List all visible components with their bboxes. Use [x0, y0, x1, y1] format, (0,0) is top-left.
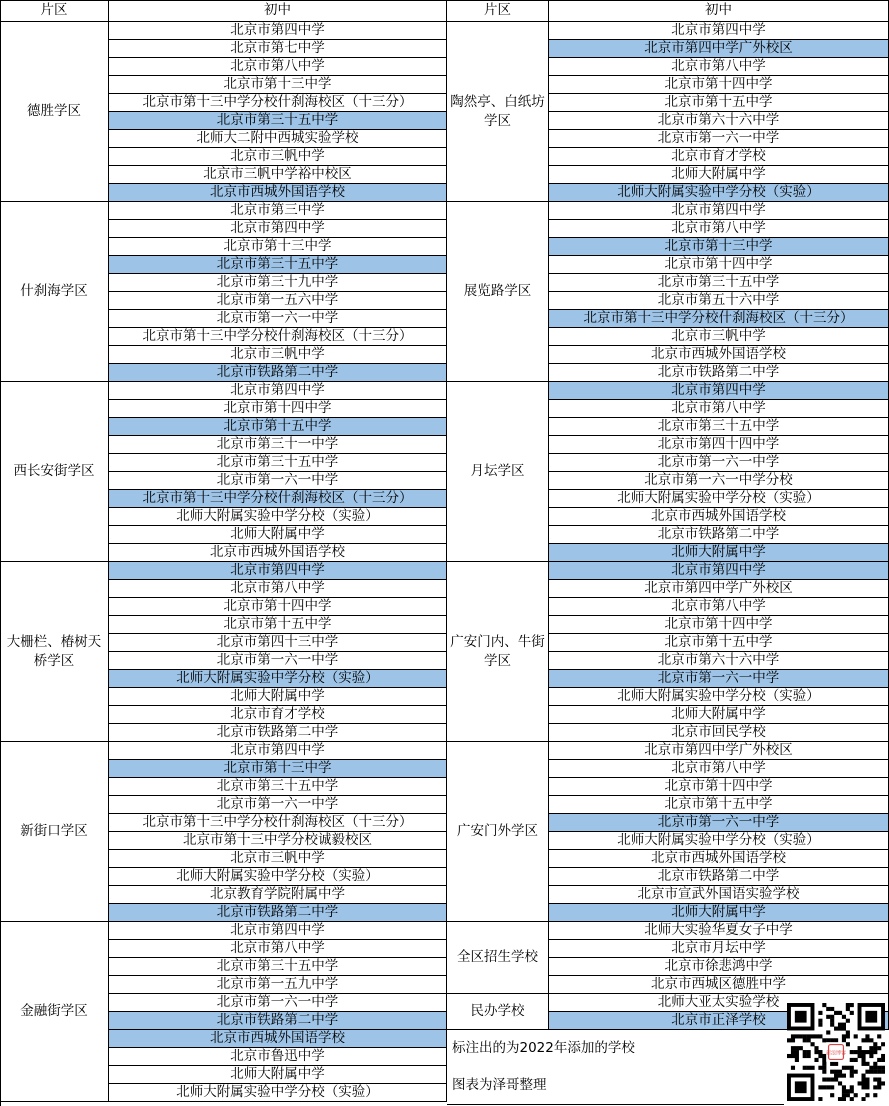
school-cell: 北京市铁路第二中学 — [109, 724, 447, 742]
school-cell: 北师大附属中学 — [109, 688, 447, 706]
school-cell-highlighted: 北京市第十三中学 — [109, 760, 447, 778]
school-cell: 北京市第三十五中学 — [109, 778, 447, 796]
school-cell-highlighted: 北京市第四中学广外校区 — [549, 40, 889, 58]
school-cell: 北京市第十三中学 — [109, 76, 447, 94]
school-cell: 北京市第八中学 — [549, 400, 889, 418]
school-cell: 北京市第十四中学 — [549, 778, 889, 796]
school-cell: 北师大附属实验中学分校（实验） — [109, 508, 447, 526]
school-cell: 北京市第四中学广外校区 — [549, 580, 889, 598]
school-cell: 北师大附属中学 — [109, 1066, 447, 1084]
school-cell: 北京市西城外国语学校 — [549, 850, 889, 868]
school-cell-highlighted: 北京市铁路第二中学 — [109, 364, 447, 382]
school-cell: 北京市第三十一中学 — [109, 436, 447, 454]
header-col1: 片区 — [0, 0, 109, 22]
school-cell: 北京市育才学校 — [549, 148, 889, 166]
school-cell: 北京市铁路第二中学 — [549, 526, 889, 544]
school-cell-highlighted: 北京市第一六一中学 — [549, 814, 889, 832]
school-cell-highlighted: 北京市第四中学 — [549, 562, 889, 580]
school-cell: 北京市第三十九中学 — [109, 274, 447, 292]
header-col3: 片区 — [447, 0, 549, 22]
school-cell: 北京市第十四中学 — [549, 256, 889, 274]
school-cell: 北京市回民学校 — [549, 724, 889, 742]
zone-label: 月坛学区 — [447, 382, 549, 562]
school-cell: 北京市第十三中学分校什刹海校区（十三分） — [109, 328, 447, 346]
school-cell-highlighted: 北京市西城外国语学校 — [109, 1030, 447, 1048]
zone-label: 德胜学区 — [0, 22, 109, 202]
school-cell: 北师大二附中西城实验学校 — [109, 130, 447, 148]
school-cell: 北师大附属实验中学分校（实验） — [549, 688, 889, 706]
school-cell: 北京市第六十六中学 — [549, 112, 889, 130]
school-cell: 北京市第十五中学 — [549, 634, 889, 652]
school-cell: 北京市第八中学 — [549, 58, 889, 76]
school-cell: 北京市第一六一中学 — [549, 454, 889, 472]
school-cell: 北京市西城外国语学校 — [549, 508, 889, 526]
school-cell: 北京市第十五中学 — [109, 616, 447, 634]
qr-code-image — [787, 1003, 885, 1101]
zone-label: 广安门外学区 — [447, 742, 549, 922]
school-cell: 北京市第四中学 — [109, 742, 447, 760]
school-cell: 北京市第八中学 — [109, 58, 447, 76]
header-col4: 初中 — [549, 0, 889, 22]
school-cell: 北京市第八中学 — [549, 220, 889, 238]
school-cell-highlighted: 北京市铁路第二中学 — [109, 904, 447, 922]
school-cell: 北京市第十四中学 — [109, 400, 447, 418]
zone-label: 广安门内、牛街学区 — [447, 562, 549, 742]
zone-label: 展览路学区 — [447, 202, 549, 382]
school-cell: 北京教育学院附属中学 — [109, 886, 447, 904]
school-cell: 北京市徐悲鸿中学 — [549, 958, 889, 976]
school-cell: 北京市三帆中学裕中校区 — [109, 166, 447, 184]
school-cell: 北京市月坛中学 — [549, 940, 889, 958]
school-cell: 北京市第八中学 — [549, 760, 889, 778]
school-cell: 北京市第三十五中学 — [109, 454, 447, 472]
school-cell: 北京市第七中学 — [109, 40, 447, 58]
school-cell-highlighted: 北京市第四中学 — [109, 562, 447, 580]
school-cell: 北京市第三十五中学 — [549, 418, 889, 436]
school-cell: 北京市第三中学 — [109, 202, 447, 220]
school-cell: 北京市第八中学 — [109, 580, 447, 598]
school-cell: 北师大附属实验中学分校（实验） — [109, 1084, 447, 1102]
school-cell: 北京市第五十六中学 — [549, 292, 889, 310]
school-cell: 北京市第四中学 — [109, 22, 447, 40]
school-cell-highlighted: 北京市正泽学校 — [549, 1012, 889, 1030]
school-cell: 北京市第四十四中学 — [549, 436, 889, 454]
school-cell-highlighted: 北京市第十三中学分校什刹海校区（十三分） — [549, 310, 889, 328]
school-cell: 北京市三帆中学 — [109, 148, 447, 166]
school-cell: 北师大附属中学 — [549, 706, 889, 724]
school-cell: 北京市西城外国语学校 — [549, 346, 889, 364]
school-cell: 北京市第三十五中学 — [109, 958, 447, 976]
school-cell: 北京市铁路第二中学 — [549, 364, 889, 382]
school-cell: 北师大附属实验中学分校（实验） — [549, 832, 889, 850]
school-cell-highlighted: 北京市铁路第二中学 — [109, 1012, 447, 1030]
school-cell-highlighted: 北师大附属中学 — [549, 544, 889, 562]
school-cell: 北京市第四十三中学 — [109, 634, 447, 652]
zone-label: 大栅栏、椿树天桥学区 — [0, 562, 109, 742]
school-cell: 北师大附属中学 — [109, 526, 447, 544]
school-cell: 北京市第一六一中学 — [549, 130, 889, 148]
school-cell-highlighted: 北师大附属中学 — [549, 904, 889, 922]
zone-label: 西长安街学区 — [0, 382, 109, 562]
school-cell: 北京市第六十六中学 — [549, 652, 889, 670]
school-cell: 北京市第一六一中学 — [109, 652, 447, 670]
school-cell: 北京市育才学校 — [109, 706, 447, 724]
school-cell: 北京市第十四中学 — [549, 76, 889, 94]
zone-label: 金融街学区 — [0, 922, 109, 1102]
school-cell: 北京市宣武外国语实验学校 — [549, 886, 889, 904]
school-cell: 北京市第四中学 — [549, 202, 889, 220]
school-cell: 北京市第一六一中学 — [109, 472, 447, 490]
school-cell: 北京市第四中学 — [109, 382, 447, 400]
note-author: 图表为泽哥整理 — [447, 1066, 784, 1105]
school-cell-highlighted: 北京市西城外国语学校 — [109, 184, 447, 202]
school-cell-highlighted: 北京市第三十五中学 — [109, 112, 447, 130]
zone-label: 什刹海学区 — [0, 202, 109, 382]
school-cell: 北京市三帆中学 — [109, 346, 447, 364]
note-legend: 标注出的为2022年添加的学校 — [452, 1039, 635, 1056]
school-cell-highlighted: 北师大附属实验中学分校（实验） — [549, 184, 889, 202]
school-cell: 北京市第一六一中学 — [109, 310, 447, 328]
school-cell-highlighted: 北京市第十五中学 — [109, 418, 447, 436]
school-cell: 北京市第十三中学 — [109, 238, 447, 256]
school-cell: 北京市第十四中学 — [549, 616, 889, 634]
school-cell: 北京市第四中学广外校区 — [549, 742, 889, 760]
school-cell-highlighted: 北京市第一六一中学 — [549, 670, 889, 688]
school-cell: 北京市第八中学 — [549, 598, 889, 616]
school-cell: 北京市第十三中学分校诚毅校区 — [109, 832, 447, 850]
school-cell: 北京市三帆中学 — [549, 328, 889, 346]
school-cell: 北京市第三十五中学 — [549, 274, 889, 292]
school-cell: 北京市西城外国语学校 — [109, 544, 447, 562]
qr-seal-text: 新浪博客 — [825, 1050, 847, 1057]
school-cell: 北京市第十五中学 — [549, 94, 889, 112]
school-cell: 北京市第十四中学 — [109, 598, 447, 616]
school-cell: 北京市第四中学 — [549, 22, 889, 40]
school-cell-highlighted: 北京市第十三中学 — [549, 238, 889, 256]
school-cell: 北京市第十三中学分校什刹海校区（十三分） — [109, 94, 447, 112]
school-cell: 北师大亚太实验学校 — [549, 994, 889, 1012]
school-cell: 北师大附属实验中学分校（实验） — [109, 868, 447, 886]
school-cell-highlighted: 北京市第十三中学分校什刹海校区（十三分） — [109, 490, 447, 508]
school-cell-highlighted: 北京市第四中学 — [549, 382, 889, 400]
zone-label: 民办学校 — [447, 994, 549, 1030]
school-cell: 北京市三帆中学 — [109, 850, 447, 868]
school-cell: 北京市西城区德胜中学 — [549, 976, 889, 994]
school-cell: 北京市鲁迅中学 — [109, 1048, 447, 1066]
zone-label: 全区招生学校 — [447, 922, 549, 994]
school-cell: 北京市第一六一中学 — [109, 994, 447, 1012]
school-cell: 北京市铁路第二中学 — [549, 868, 889, 886]
school-cell: 北京市第十五中学 — [549, 796, 889, 814]
school-cell: 北师大附属中学 — [549, 166, 889, 184]
school-cell: 北京市第十三中学分校什刹海校区（十三分） — [109, 814, 447, 832]
school-cell-highlighted: 北京市第三十五中学 — [109, 256, 447, 274]
zone-label: 陶然亭、白纸坊学区 — [447, 22, 549, 202]
school-cell: 北京市第一五六中学 — [109, 292, 447, 310]
school-cell: 北京市第一六一中学 — [109, 796, 447, 814]
school-cell: 北京市第四中学 — [109, 922, 447, 940]
school-cell: 北京市第八中学 — [109, 940, 447, 958]
header-col2: 初中 — [109, 0, 447, 22]
school-cell: 北京市第四中学 — [109, 220, 447, 238]
zone-label: 新街口学区 — [0, 742, 109, 922]
school-cell: 北师大实验华夏女子中学 — [549, 922, 889, 940]
school-cell: 北京市第一六一中学分校 — [549, 472, 889, 490]
school-cell-highlighted: 北师大附属实验中学分校（实验） — [109, 670, 447, 688]
school-cell: 北师大附属实验中学分校（实验） — [549, 490, 889, 508]
school-cell: 北京市第一五九中学 — [109, 976, 447, 994]
